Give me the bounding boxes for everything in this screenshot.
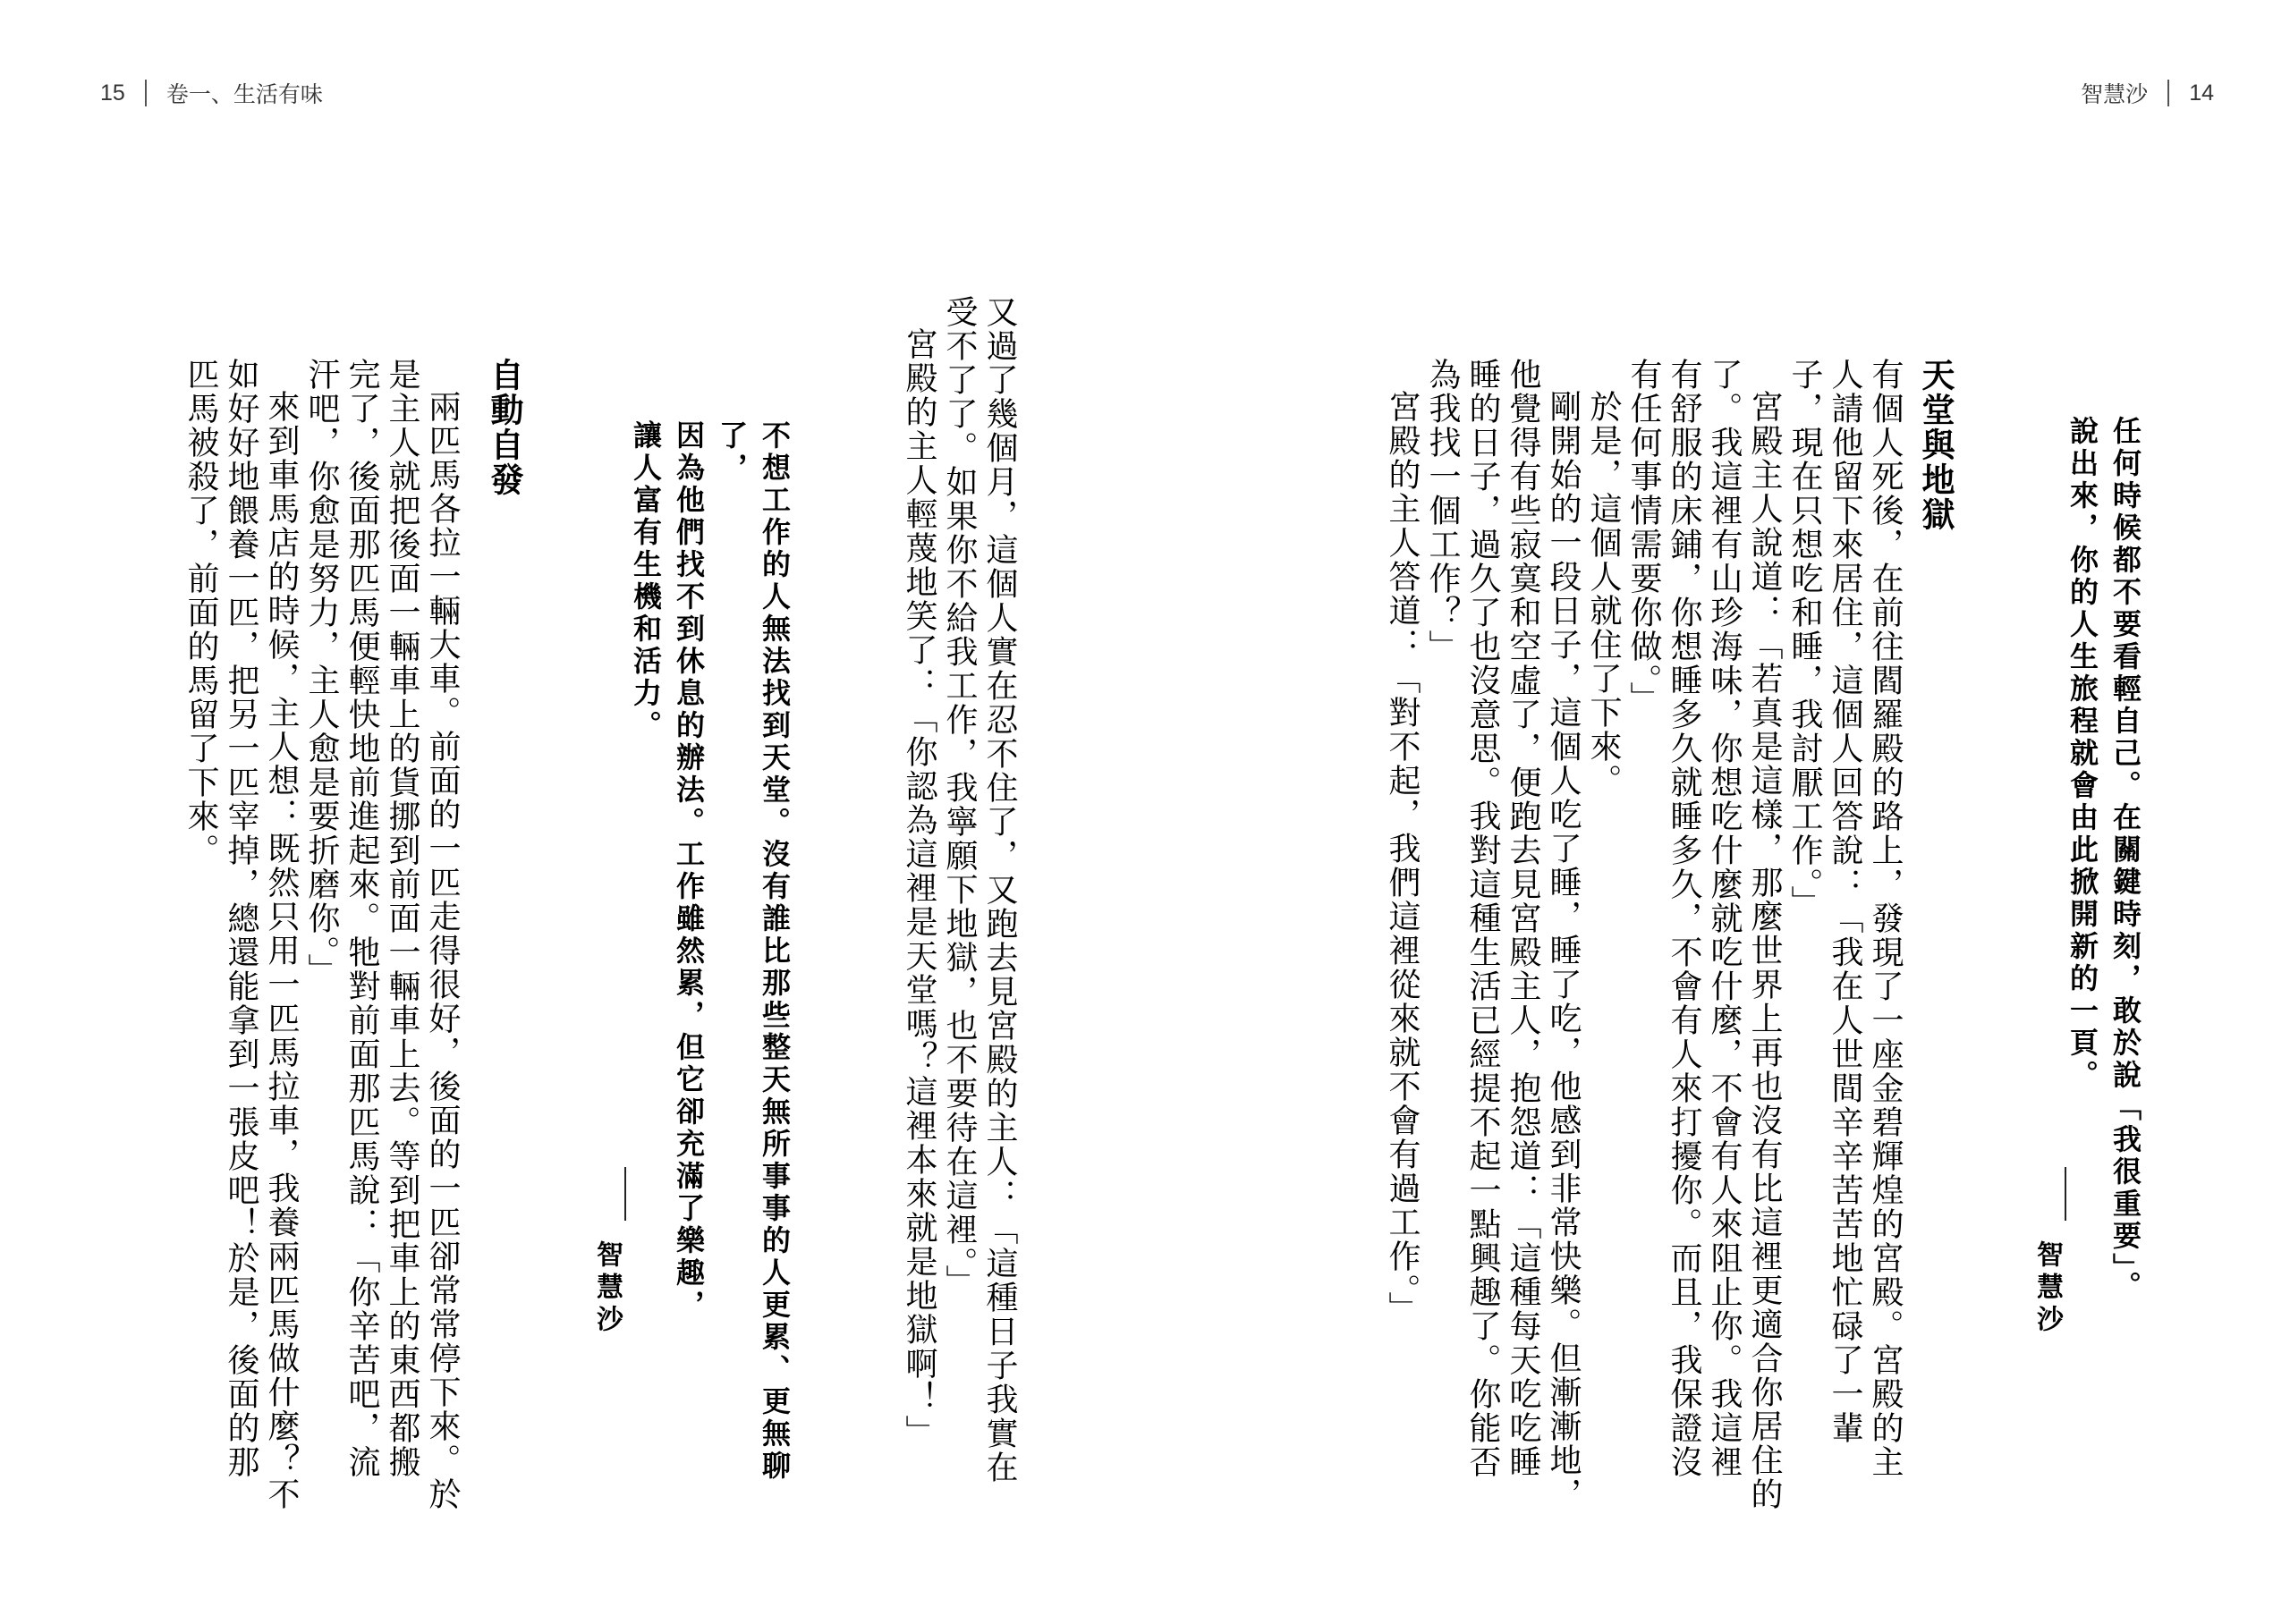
continued-text (850, 295, 1020, 1502)
section-text (1279, 358, 1905, 1511)
attribution-text: 智慧沙 (591, 1240, 623, 1337)
header-divider (145, 80, 147, 106)
quote-line: 不想工作的人無法找到天堂。沒有誰比那些整天無所事事的人更累、更無聊了， (715, 420, 792, 1483)
section-title: 自動自發 (485, 358, 523, 497)
quote-line: 因為他們找不到休息的辦法。工作雖然累，但它卻充滿了樂趣， (672, 420, 706, 1322)
page-number: 14 (2189, 80, 2214, 106)
paragraph: 又過了幾個月，這個人實在忍不住了，又跑去見宮殿的主人：「這種日子我實在受不了了。如果你不給我工作，我寧願下地獄，也不要待在這裡。」 (942, 295, 1018, 1484)
quote-line: 任何時候都不要看輕自己。在關鍵時刻，敢於說「我很重要」。 (2108, 416, 2142, 1303)
paragraph: 宮殿的主人答道：「對不起，我們這裡從來就不會有過工作。」 (1385, 390, 1421, 1325)
left-page-header (100, 77, 323, 109)
section-title: 天堂與地獄 (1916, 358, 1955, 532)
attribution-dash (2065, 1167, 2066, 1221)
section-text (154, 358, 462, 1511)
running-title: 智慧沙 (2081, 81, 2149, 107)
paragraph: 宮殿主人說道：「若真是這樣，那麼世界上再也沒有比這裡更適合你居住的了。我這裡有山珍海味，你想吃什麼就吃什麼，不會有人來阻止你。我這裡有舒服的床鋪，你想睡多久就睡多久，不會有人來打擾你。而且，我保證沒有任何事情需要你做。」 (1626, 358, 1783, 1511)
paragraph: 兩匹馬各拉一輛大車。前面的一匹走得很好，後面的一匹卻常常停下來。於是主人就把後面一輛車上的貨挪到前面一輛車上去。等到把車上的東西都搬完了，後面那匹馬便輕快地前進起來。牠對前面那匹馬說：「你辛苦吧，流汗吧，你愈是努力，主人愈是要折磨你。」 (304, 358, 461, 1511)
quote-attribution (2031, 1167, 2066, 1435)
quote-attribution (590, 1167, 626, 1435)
header-divider (2167, 80, 2169, 106)
quote-block (629, 420, 796, 1493)
paragraph: 來到車馬店的時候，主人想：既然只用一匹馬拉車，我養兩匹馬做什麼？不如好好地餵養一匹，把另一匹宰掉，總還能拿到一張皮吧！於是，後面的那匹馬被殺了，前面的馬留了下來。 (183, 358, 300, 1511)
running-title: 卷一、生活有味 (165, 81, 323, 107)
paragraph: 剛開始的一段日子，這個人吃了睡，睡了吃，他感到非常快樂。但漸漸地，他覺得有些寂寞和空虛了，便跑去見宮殿主人，抱怨道：「這種每天吃吃睡睡的日子，過久了也沒意思。我對這種生活已經提不起一點興趣了。你能否為我找一個工作？」 (1425, 358, 1582, 1511)
page-number: 15 (100, 80, 125, 106)
paragraph: 宮殿的主人輕蔑地笑了：「你認為這裡是天堂嗎？這裡本來就是地獄啊！」 (902, 327, 937, 1449)
attribution-dash (624, 1167, 626, 1221)
quote-line: 說出來，你的人生旅程就會由此掀開新的一頁。 (2065, 416, 2099, 1092)
right-page (1145, 0, 2290, 1624)
paragraph: 於是，這個人就住了下來。 (1586, 390, 1622, 798)
attribution-text: 智慧沙 (2031, 1240, 2063, 1337)
paragraph: 有個人死後，在前往閻羅殿的路上，發現了一座金碧輝煌的宮殿。宮殿的主人請他留下來居住，這個人回答說：「我在人世間辛辛苦苦地忙碌了一輩子，現在只想吃和睡，我討厭工作。」 (1787, 358, 1904, 1479)
right-page-header (2081, 77, 2214, 109)
quote-line: 讓人富有生機和活力。 (629, 420, 663, 742)
